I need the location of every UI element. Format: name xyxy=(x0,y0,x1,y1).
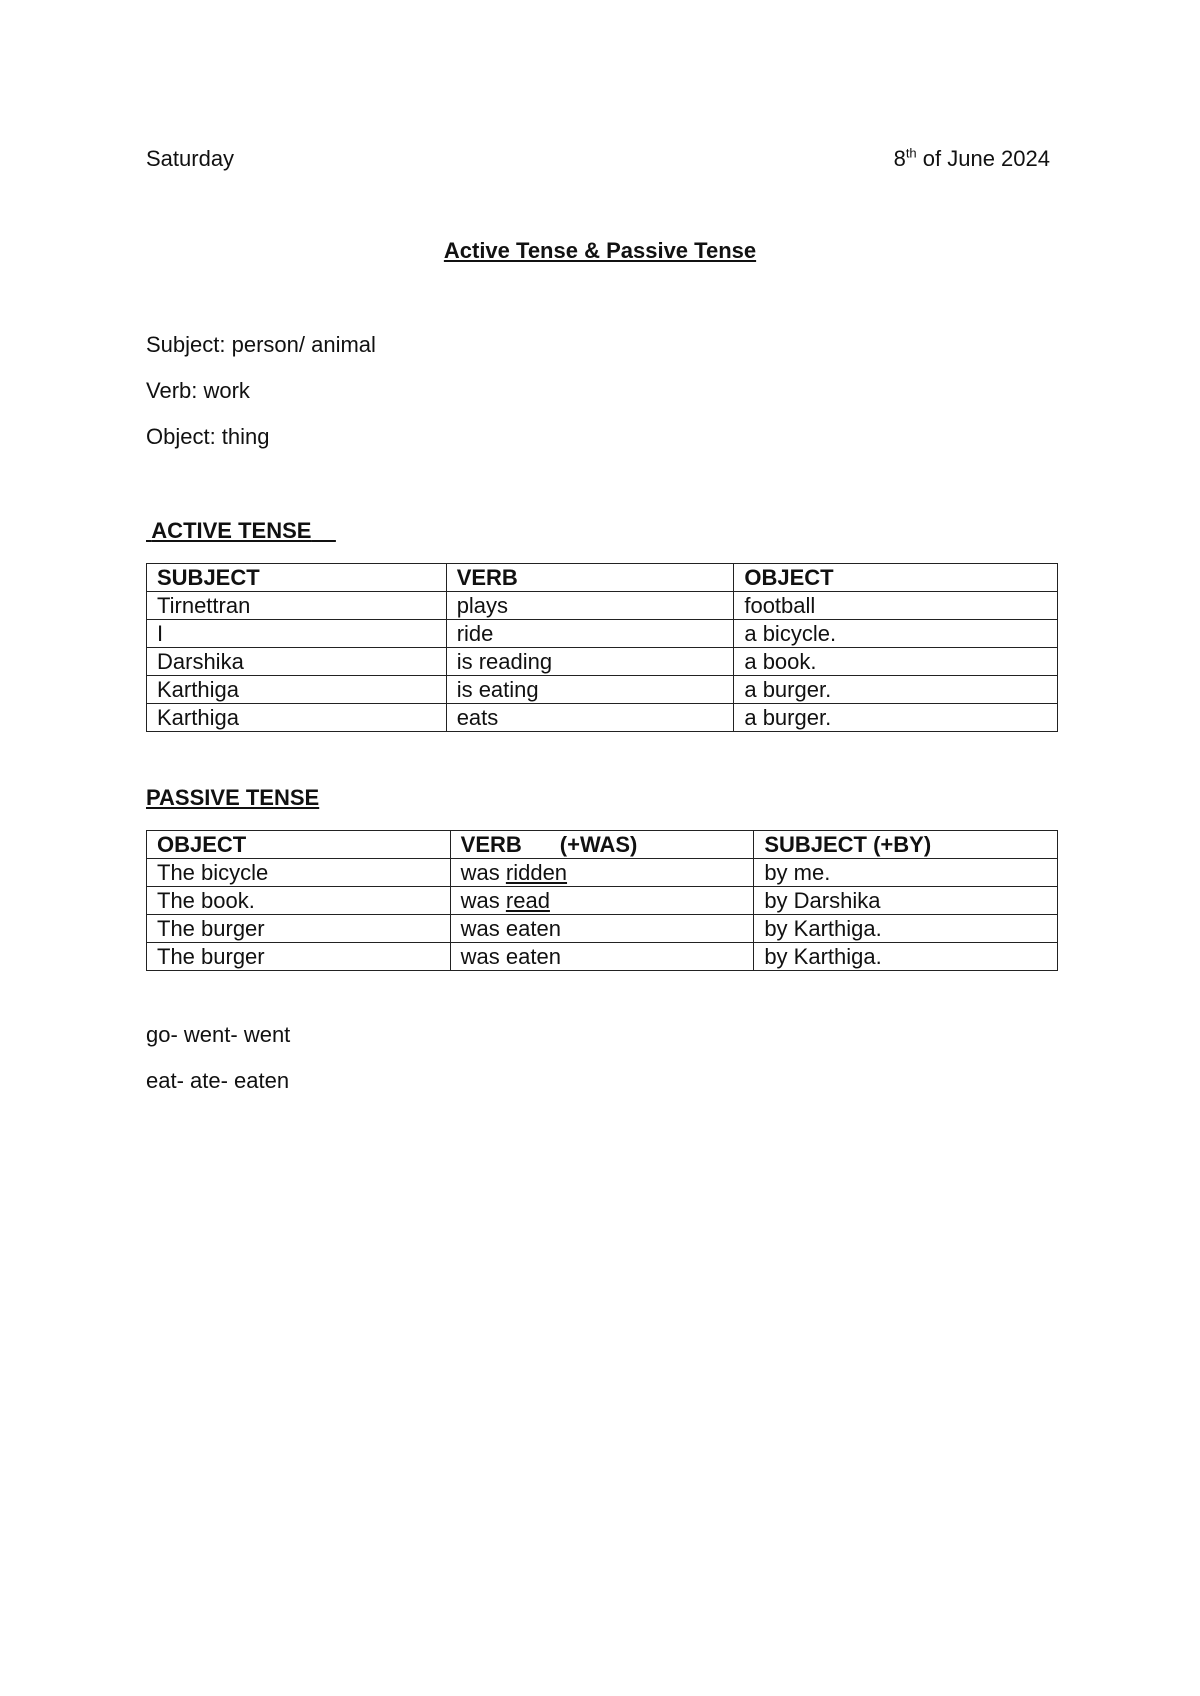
table-cell: Karthiga xyxy=(147,676,447,704)
table-row xyxy=(147,676,1058,704)
verb-prefix: was xyxy=(460,887,506,913)
underlined-verb: read xyxy=(505,887,550,913)
table-row xyxy=(147,704,1058,732)
table-row xyxy=(147,915,1058,943)
definition-subject: Subject: person/ animal xyxy=(146,332,376,357)
table-cell: eats xyxy=(446,704,734,732)
table-cell: football xyxy=(734,592,1058,620)
passive-tense-heading: PASSIVE TENSE xyxy=(146,785,320,810)
table-cell: a burger. xyxy=(734,676,1058,704)
definition-object: Object: thing xyxy=(146,424,270,449)
verb-prefix: was xyxy=(460,859,506,885)
table-row xyxy=(147,648,1058,676)
table-cell: The book. xyxy=(147,887,451,915)
page-title: Active Tense & Passive Tense xyxy=(443,238,757,263)
column-header: SUBJECT (+BY) xyxy=(754,831,1058,859)
verb-header-text: VERB xyxy=(460,831,522,857)
date-suffix: th xyxy=(905,145,917,161)
table-cell: is reading xyxy=(446,648,734,676)
verb-prefix: was eaten xyxy=(460,915,561,941)
column-header: OBJECT xyxy=(734,564,1058,592)
table-row xyxy=(147,887,1058,915)
table-cell xyxy=(450,943,754,971)
day-label: Saturday xyxy=(146,146,235,171)
active-tense-heading xyxy=(146,518,336,544)
active-heading-text: ACTIVE TENSE xyxy=(151,518,312,543)
date-day: 8 xyxy=(893,146,906,171)
table-cell xyxy=(450,915,754,943)
table-cell: plays xyxy=(446,592,734,620)
table-cell: a burger. xyxy=(734,704,1058,732)
table-cell: by me. xyxy=(754,859,1058,887)
passive-tense-table xyxy=(146,830,1058,971)
column-header: SUBJECT xyxy=(147,564,447,592)
table-row xyxy=(147,859,1058,887)
table-cell: by Karthiga. xyxy=(754,943,1058,971)
definition-verb: Verb: work xyxy=(146,378,250,403)
date-line xyxy=(146,146,1050,176)
date-rest: of June 2024 xyxy=(916,146,1050,171)
table-cell: Darshika xyxy=(147,648,447,676)
date-label xyxy=(894,146,1050,172)
verb-header-note: (+WAS) xyxy=(559,831,638,857)
table-cell: The bicycle xyxy=(147,859,451,887)
table-cell: The burger xyxy=(147,915,451,943)
table-row xyxy=(147,620,1058,648)
table-cell: by Karthiga. xyxy=(754,915,1058,943)
verb-prefix: was eaten xyxy=(460,943,561,969)
active-tense-table xyxy=(146,563,1058,732)
table-header-row xyxy=(147,831,1058,859)
column-header xyxy=(450,831,754,859)
table-cell: Karthiga xyxy=(147,704,447,732)
table-cell xyxy=(450,859,754,887)
table-header-row xyxy=(147,564,1058,592)
verb-forms-eat: eat- ate- eaten xyxy=(146,1068,290,1093)
column-header: OBJECT xyxy=(147,831,451,859)
table-cell: a bicycle. xyxy=(734,620,1058,648)
underlined-verb: ridden xyxy=(505,859,568,885)
table-cell xyxy=(450,887,754,915)
table-row xyxy=(147,592,1058,620)
table-cell: a book. xyxy=(734,648,1058,676)
table-cell: by Darshika xyxy=(754,887,1058,915)
column-header: VERB xyxy=(446,564,734,592)
table-cell: is eating xyxy=(446,676,734,704)
table-row xyxy=(147,943,1058,971)
table-cell: I xyxy=(147,620,447,648)
verb-forms-go: go- went- went xyxy=(146,1022,291,1047)
table-cell: Tirnettran xyxy=(147,592,447,620)
table-cell: ride xyxy=(446,620,734,648)
table-cell: The burger xyxy=(147,943,451,971)
